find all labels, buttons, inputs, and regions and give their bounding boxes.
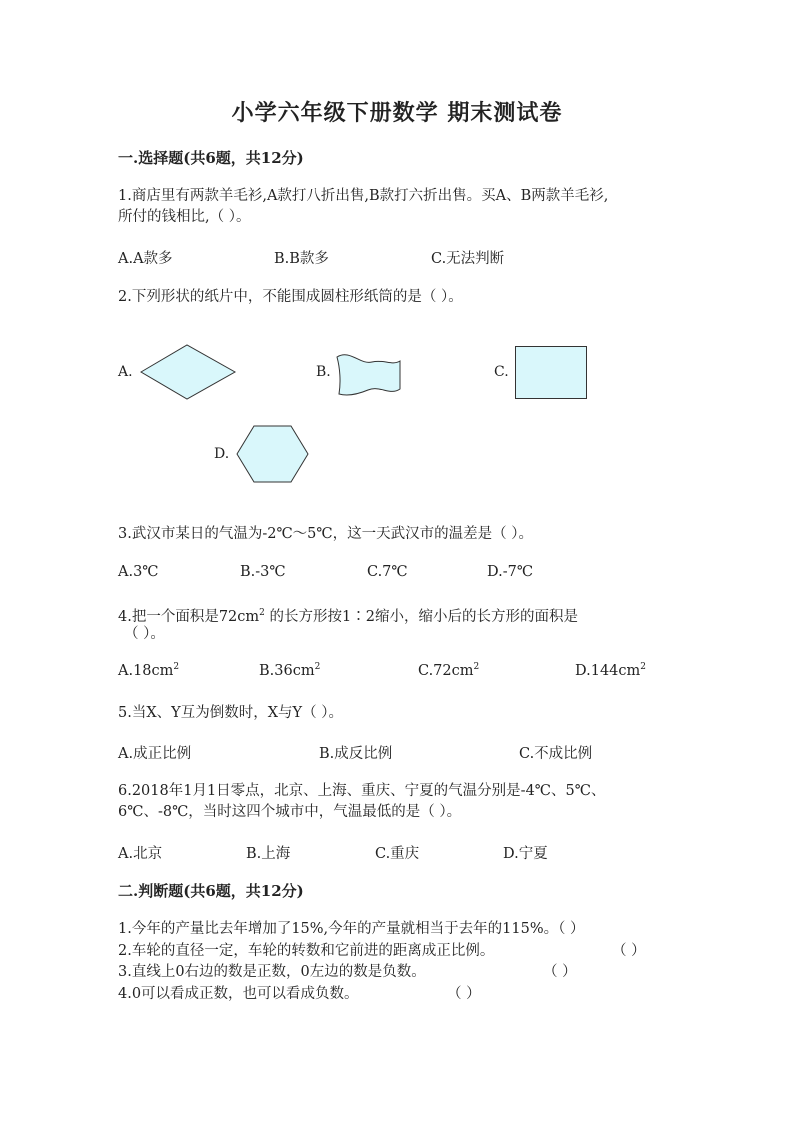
judgement-item-2-bracket[interactable]: （ ） (612, 943, 646, 959)
question-1-line-1: 1.商店里有两款羊毛衫,A款打八折出售,B款打六折出售。买A、B两款羊毛衫, (118, 188, 609, 204)
section-heading-choice: 一.选择题(共6题，共12分) (118, 149, 304, 167)
question-6-line-2: 6℃、-8℃，当时这四个城市中，气温最低的是（ ）。 (118, 804, 462, 820)
q4-option-a-text: A.18cm (118, 662, 174, 679)
q2-shape-label-b[interactable]: B. (316, 364, 331, 380)
q6-option-a[interactable]: A.北京 (118, 846, 163, 862)
q3-option-c[interactable]: C.7℃ (367, 564, 408, 580)
question-1-line-2: 所付的钱相比,（ ）。 (118, 209, 251, 225)
question-3-text: 3.武汉市某日的气温为-2℃～5℃，这一天武汉市的温差是（ ）。 (118, 526, 533, 542)
q4-option-c-text: C.72cm (418, 662, 474, 679)
q4-option-b[interactable] (259, 662, 320, 679)
q4-option-d-sup: 2 (640, 662, 646, 672)
q4-option-a[interactable] (118, 662, 179, 679)
q4-option-b-text: B.36cm (259, 662, 315, 679)
q4-superscript: 2 (259, 608, 265, 618)
q6-option-d[interactable]: D.宁夏 (503, 846, 548, 862)
question-6-line-1: 6.2018年1月1日零点，北京、上海、重庆、宁夏的气温分别是-4℃、5℃、 (118, 783, 606, 799)
section-heading-judgement: 二.判断题(共6题，共12分) (118, 882, 304, 900)
rhombus-icon (140, 344, 236, 400)
judgement-item-3: 3.直线上0右边的数是正数，0左边的数是负数。 (118, 964, 426, 980)
question-2-text: 2.下列形状的纸片中，不能围成圆柱形纸筒的是（ ）。 (118, 289, 463, 305)
q3-option-a[interactable]: A.3℃ (118, 564, 159, 580)
question-5-text: 5.当X、Y互为倒数时，X与Y（ ）。 (118, 705, 343, 721)
wavy-flag-icon (336, 352, 402, 398)
q4-option-a-sup: 2 (173, 662, 180, 672)
hexagon-icon (236, 425, 309, 483)
rectangle-icon (515, 346, 588, 400)
q2-shape-label-d[interactable]: D. (214, 446, 230, 462)
q3-option-b[interactable]: B.-3℃ (240, 564, 286, 580)
q4-option-b-sup: 2 (314, 662, 321, 672)
q1-option-c[interactable]: C.无法判断 (431, 251, 505, 267)
judgement-item-4-bracket[interactable]: （ ） (447, 986, 481, 1002)
q4-option-d-text: D.144cm (575, 662, 641, 679)
judgement-item-4: 4.0可以看成正数，也可以看成负数。 (118, 986, 359, 1002)
q4-text-end: 的长方形按1∶2缩小，缩小后的长方形的面积是 (264, 608, 578, 625)
q6-option-c[interactable]: C.重庆 (375, 846, 420, 862)
question-4-line-1 (118, 602, 578, 628)
q4-option-d[interactable] (575, 662, 646, 679)
judgement-item-3-bracket[interactable]: （ ） (543, 964, 577, 980)
q6-option-b[interactable]: B.上海 (246, 846, 291, 862)
question-4-line-2: （ ）。 (124, 626, 165, 642)
page-title: 小学六年级下册数学 期末测试卷 (231, 100, 563, 126)
q4-option-c[interactable] (418, 662, 479, 679)
q5-option-a[interactable]: A.成正比例 (118, 746, 192, 762)
q2-shape-label-a[interactable]: A. (118, 364, 133, 380)
q4-option-c-sup: 2 (473, 662, 480, 672)
q4-text-start: 4.把一个面积是72cm (118, 608, 260, 625)
q1-option-b[interactable]: B.B款多 (274, 251, 329, 267)
judgement-item-1: 1.今年的产量比去年增加了15%,今年的产量就相当于去年的115%。（ ） (118, 921, 585, 937)
q1-option-a[interactable]: A.A款多 (118, 251, 173, 267)
q3-option-d[interactable]: D.-7℃ (487, 564, 534, 580)
q5-option-c[interactable]: C.不成比例 (519, 746, 593, 762)
q5-option-b[interactable]: B.成反比例 (319, 746, 393, 762)
q2-shape-label-c[interactable]: C. (494, 364, 509, 380)
judgement-item-2: 2.车轮的直径一定，车轮的转数和它前进的距离成正比例。 (118, 943, 495, 959)
